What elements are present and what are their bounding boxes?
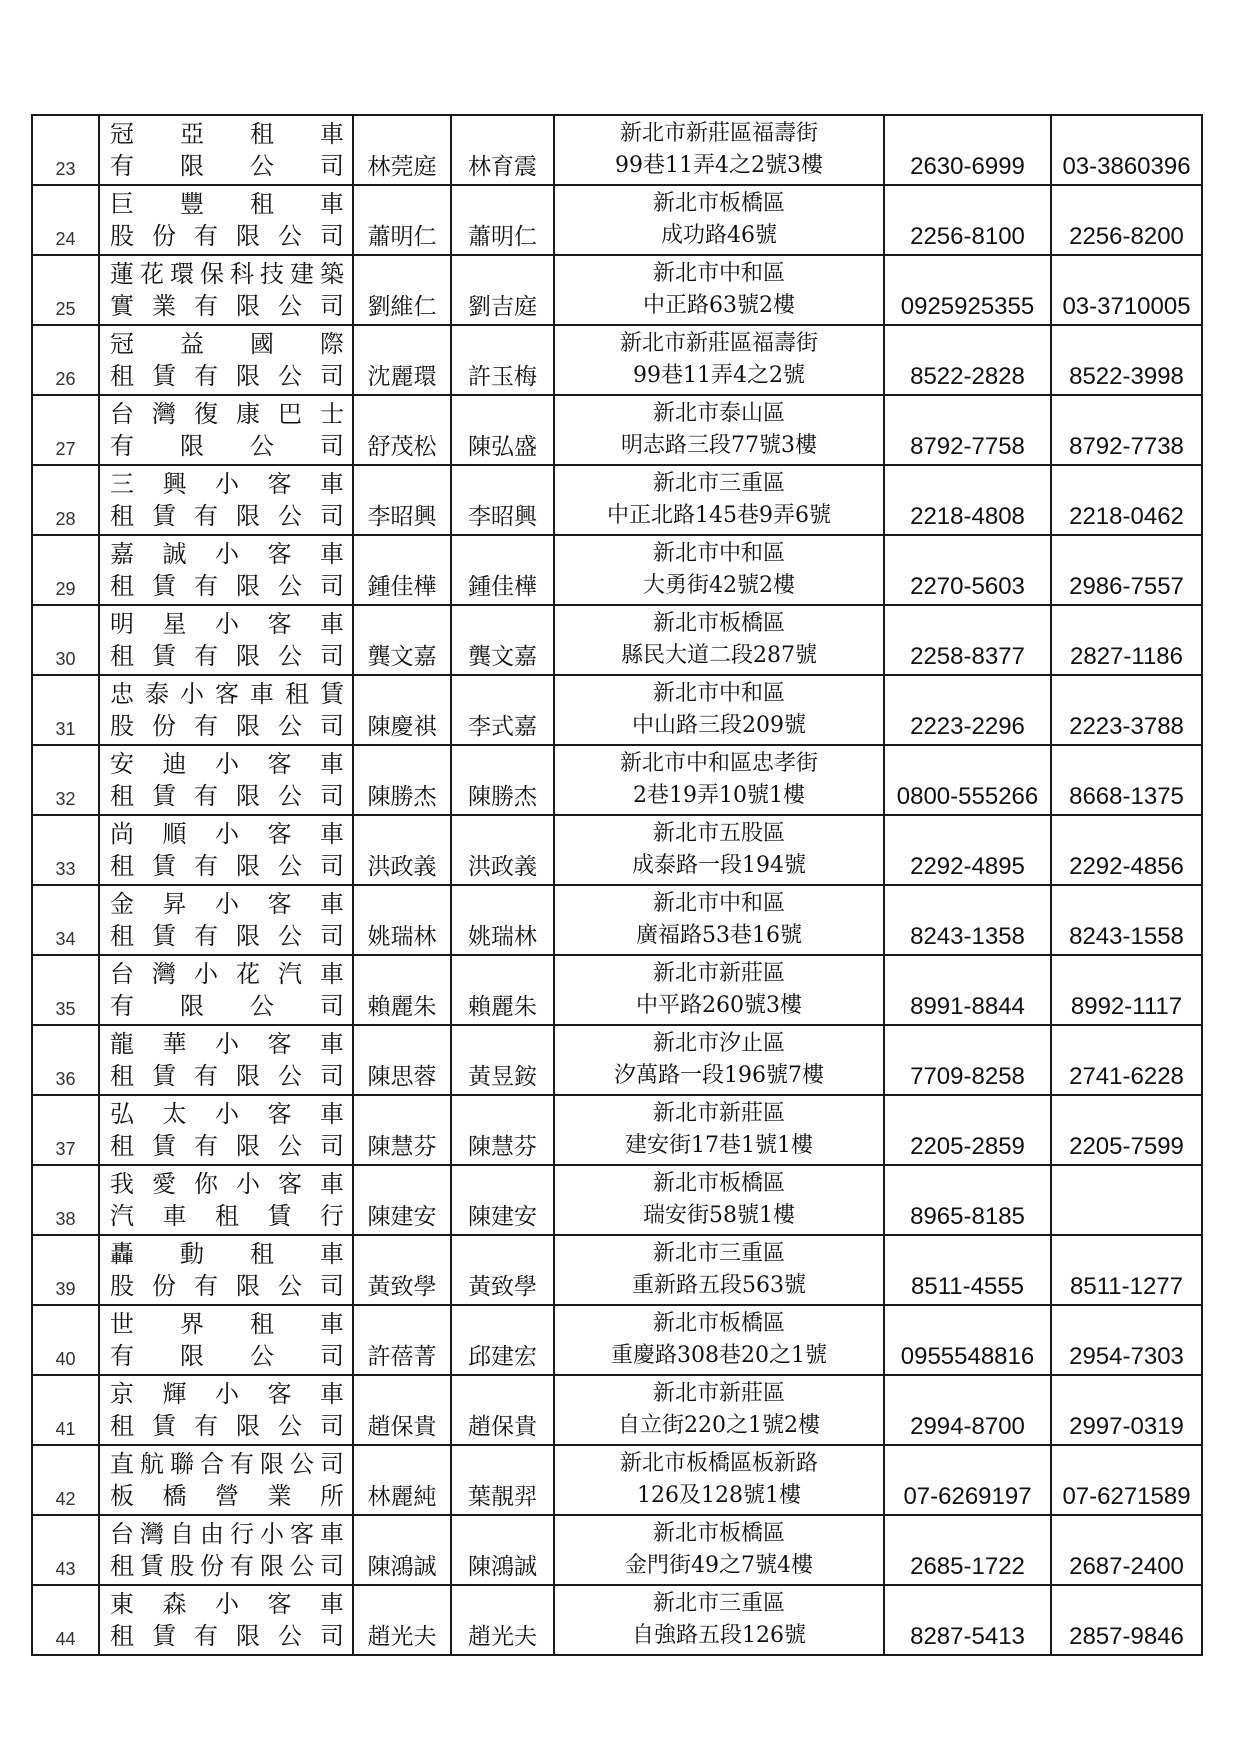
address xyxy=(554,1235,884,1305)
table-row xyxy=(32,395,1202,465)
address-line: 建安街17巷1號1樓 xyxy=(625,1133,813,1158)
row-number: 41 xyxy=(32,1375,99,1445)
responsible-person: 陳鴻誠 xyxy=(353,1515,451,1585)
company-name-line: 世 界 租 車 xyxy=(110,1310,344,1338)
contact-person: 黃昱銨 xyxy=(451,1025,554,1095)
row-number: 25 xyxy=(32,255,99,325)
table-row xyxy=(32,745,1202,815)
row-number: 23 xyxy=(32,115,99,185)
company-name xyxy=(99,605,353,675)
company-name xyxy=(99,815,353,885)
fax-number: 8511-1277 xyxy=(1051,1235,1202,1305)
responsible-person: 陳勝杰 xyxy=(353,745,451,815)
address xyxy=(554,465,884,535)
address xyxy=(554,255,884,325)
company-name xyxy=(99,395,353,465)
responsible-person: 陳慧芬 xyxy=(353,1095,451,1165)
company-name-line: 租賃有限公司 xyxy=(110,1622,344,1650)
company-name-line: 三 興 小 客 車 xyxy=(110,470,344,498)
address-line: 自強路五段126號 xyxy=(632,1623,806,1648)
address-line: 金門街49之7號4樓 xyxy=(625,1553,813,1578)
phone-number: 8965-8185 xyxy=(884,1165,1051,1235)
row-number: 40 xyxy=(32,1305,99,1375)
phone-number: 2292-4895 xyxy=(884,815,1051,885)
company-name-line: 租賃有限公司 xyxy=(110,362,344,390)
responsible-person: 陳慶祺 xyxy=(353,675,451,745)
phone-number: 8287-5413 xyxy=(884,1585,1051,1655)
address xyxy=(554,1025,884,1095)
phone-number: 2270-5603 xyxy=(884,535,1051,605)
responsible-person: 沈麗環 xyxy=(353,325,451,395)
address-line: 新北市板橋區 xyxy=(652,1311,785,1336)
company-name-line: 我愛你小客車 xyxy=(110,1170,344,1198)
row-number: 34 xyxy=(32,885,99,955)
phone-number: 07-6269197 xyxy=(884,1445,1051,1515)
row-number: 31 xyxy=(32,675,99,745)
table-row xyxy=(32,1025,1202,1095)
responsible-person: 趙保貴 xyxy=(353,1375,451,1445)
address-line: 新北市三重區 xyxy=(652,1241,785,1266)
address xyxy=(554,1585,884,1655)
address-line: 新北市新莊區福壽街 xyxy=(619,121,818,146)
table-row xyxy=(32,255,1202,325)
table-row xyxy=(32,1165,1202,1235)
company-name-line: 巨 豐 租 車 xyxy=(110,190,344,218)
fax-number: 8668-1375 xyxy=(1051,745,1202,815)
row-number: 27 xyxy=(32,395,99,465)
responsible-person: 林麗純 xyxy=(353,1445,451,1515)
company-name-line: 租賃有限公司 xyxy=(110,1062,344,1090)
address-line: 中正北路145巷9弄6號 xyxy=(607,503,831,528)
company-name-line: 有 限 公 司 xyxy=(110,152,344,180)
address-line: 新北市三重區 xyxy=(652,471,785,496)
responsible-person: 賴麗朱 xyxy=(353,955,451,1025)
contact-person: 陳弘盛 xyxy=(451,395,554,465)
responsible-person: 林莞庭 xyxy=(353,115,451,185)
contact-person: 黃致學 xyxy=(451,1235,554,1305)
address xyxy=(554,395,884,465)
address-line: 99巷11弄4之2號3樓 xyxy=(615,153,823,178)
contact-person: 趙光夫 xyxy=(451,1585,554,1655)
address-line: 新北市泰山區 xyxy=(652,401,785,426)
fax-number: 2827-1186 xyxy=(1051,605,1202,675)
fax-number: 8522-3998 xyxy=(1051,325,1202,395)
fax-number: 2218-0462 xyxy=(1051,465,1202,535)
contact-person: 賴麗朱 xyxy=(451,955,554,1025)
phone-number: 0800-555266 xyxy=(884,745,1051,815)
contact-person: 劉吉庭 xyxy=(451,255,554,325)
row-number: 26 xyxy=(32,325,99,395)
company-name-line: 台灣復康巴士 xyxy=(110,400,344,428)
row-number: 38 xyxy=(32,1165,99,1235)
company-name-line: 弘 太 小 客 車 xyxy=(110,1100,344,1128)
company-name-line: 有 限 公 司 xyxy=(110,432,344,460)
phone-number: 7709-8258 xyxy=(884,1025,1051,1095)
phone-number: 8522-2828 xyxy=(884,325,1051,395)
company-name-line: 龍 華 小 客 車 xyxy=(110,1030,344,1058)
address-line: 新北市五股區 xyxy=(652,821,785,846)
responsible-person: 姚瑞林 xyxy=(353,885,451,955)
phone-number: 2223-2296 xyxy=(884,675,1051,745)
company-name xyxy=(99,115,353,185)
address xyxy=(554,815,884,885)
table-row xyxy=(32,885,1202,955)
responsible-person: 李昭興 xyxy=(353,465,451,535)
table-row xyxy=(32,1445,1202,1515)
address-line: 廣福路53巷16號 xyxy=(636,923,802,948)
address xyxy=(554,745,884,815)
address-line: 新北市中和區 xyxy=(652,261,785,286)
address xyxy=(554,955,884,1025)
company-name-line: 租賃有限公司 xyxy=(110,502,344,530)
row-number: 36 xyxy=(32,1025,99,1095)
contact-person: 陳鴻誠 xyxy=(451,1515,554,1585)
company-name-line: 租賃有限公司 xyxy=(110,1132,344,1160)
company-name-line: 實業有限公司 xyxy=(110,292,344,320)
phone-number: 2218-4808 xyxy=(884,465,1051,535)
phone-number: 2256-8100 xyxy=(884,185,1051,255)
fax-number: 8792-7738 xyxy=(1051,395,1202,465)
address-line: 新北市汐止區 xyxy=(652,1031,785,1056)
address-line: 成功路46號 xyxy=(661,223,777,248)
company-name-line: 租賃有限公司 xyxy=(110,642,344,670)
fax-number: 2223-3788 xyxy=(1051,675,1202,745)
table-row xyxy=(32,1095,1202,1165)
company-name xyxy=(99,1095,353,1165)
fax-number: 2205-7599 xyxy=(1051,1095,1202,1165)
responsible-person: 劉維仁 xyxy=(353,255,451,325)
company-name-line: 租賃有限公司 xyxy=(110,1412,344,1440)
phone-number: 8792-7758 xyxy=(884,395,1051,465)
responsible-person: 陳思蓉 xyxy=(353,1025,451,1095)
address-line: 99巷11弄4之2號 xyxy=(633,363,805,388)
company-name xyxy=(99,1515,353,1585)
address-line: 新北市新莊區 xyxy=(652,1381,785,1406)
contact-person: 邱建宏 xyxy=(451,1305,554,1375)
company-name xyxy=(99,885,353,955)
fax-number: 2741-6228 xyxy=(1051,1025,1202,1095)
row-number: 39 xyxy=(32,1235,99,1305)
row-number: 24 xyxy=(32,185,99,255)
responsible-person: 蕭明仁 xyxy=(353,185,451,255)
phone-number: 2685-1722 xyxy=(884,1515,1051,1585)
phone-number: 8991-8844 xyxy=(884,955,1051,1025)
contact-person: 李式嘉 xyxy=(451,675,554,745)
responsible-person: 龔文嘉 xyxy=(353,605,451,675)
contact-person: 林育震 xyxy=(451,115,554,185)
address xyxy=(554,605,884,675)
company-name-line: 尚 順 小 客 車 xyxy=(110,820,344,848)
responsible-person: 趙光夫 xyxy=(353,1585,451,1655)
company-name-line: 股份有限公司 xyxy=(110,222,344,250)
table-row xyxy=(32,605,1202,675)
company-name xyxy=(99,185,353,255)
address-line: 中山路三段209號 xyxy=(632,713,806,738)
fax-number: 03-3860396 xyxy=(1051,115,1202,185)
table-row xyxy=(32,675,1202,745)
company-name-line: 明 星 小 客 車 xyxy=(110,610,344,638)
contact-person: 葉靚羿 xyxy=(451,1445,554,1515)
row-number: 32 xyxy=(32,745,99,815)
company-name-line: 租賃有限公司 xyxy=(110,852,344,880)
fax-number: 2986-7557 xyxy=(1051,535,1202,605)
address-line: 瑞安街58號1樓 xyxy=(643,1203,795,1228)
company-name-line: 股份有限公司 xyxy=(110,1272,344,1300)
company-name-line: 有 限 公 司 xyxy=(110,1342,344,1370)
table-row xyxy=(32,1515,1202,1585)
responsible-person: 舒茂松 xyxy=(353,395,451,465)
company-name-line: 東 森 小 客 車 xyxy=(110,1590,344,1618)
address-line: 新北市板橋區 xyxy=(652,191,785,216)
table-body xyxy=(32,115,1202,1655)
address xyxy=(554,325,884,395)
address-line: 新北市板橋區 xyxy=(652,611,785,636)
company-name-line: 台灣小花汽車 xyxy=(110,960,344,988)
company-name-line: 冠 亞 租 車 xyxy=(110,120,344,148)
row-number: 30 xyxy=(32,605,99,675)
fax-number xyxy=(1051,1165,1202,1235)
company-name-line: 金 昇 小 客 車 xyxy=(110,890,344,918)
address-line: 2巷19弄10號1樓 xyxy=(633,783,805,808)
address xyxy=(554,185,884,255)
company-name xyxy=(99,1585,353,1655)
company-name xyxy=(99,1375,353,1445)
address xyxy=(554,115,884,185)
company-name-line: 租賃有限公司 xyxy=(110,572,344,600)
contact-person: 姚瑞林 xyxy=(451,885,554,955)
address-line: 新北市中和區忠孝街 xyxy=(619,751,818,776)
company-name-line: 股份有限公司 xyxy=(110,712,344,740)
company-name-line: 租賃有限公司 xyxy=(110,782,344,810)
address-line: 新北市板橋區 xyxy=(652,1521,785,1546)
company-name xyxy=(99,1165,353,1235)
responsible-person: 陳建安 xyxy=(353,1165,451,1235)
company-name xyxy=(99,675,353,745)
fax-number: 2954-7303 xyxy=(1051,1305,1202,1375)
contact-person: 陳勝杰 xyxy=(451,745,554,815)
address xyxy=(554,1375,884,1445)
fax-number: 2857-9846 xyxy=(1051,1585,1202,1655)
address-line: 中平路260號3樓 xyxy=(636,993,802,1018)
fax-number: 07-6271589 xyxy=(1051,1445,1202,1515)
phone-number: 2994-8700 xyxy=(884,1375,1051,1445)
company-name-line: 冠 益 國 際 xyxy=(110,330,344,358)
row-number: 37 xyxy=(32,1095,99,1165)
row-number: 33 xyxy=(32,815,99,885)
address xyxy=(554,1165,884,1235)
company-name-line: 嘉 誠 小 客 車 xyxy=(110,540,344,568)
contact-person: 趙保貴 xyxy=(451,1375,554,1445)
company-name-line: 汽車租賃行 xyxy=(110,1202,344,1230)
address-line: 新北市板橋區板新路 xyxy=(619,1451,818,1476)
fax-number: 2256-8200 xyxy=(1051,185,1202,255)
contact-person: 許玉梅 xyxy=(451,325,554,395)
table-row xyxy=(32,1305,1202,1375)
row-number: 29 xyxy=(32,535,99,605)
address-line: 重慶路308巷20之1號 xyxy=(611,1343,827,1368)
company-name xyxy=(99,1025,353,1095)
table-row xyxy=(32,535,1202,605)
address xyxy=(554,1445,884,1515)
table-row xyxy=(32,465,1202,535)
row-number: 35 xyxy=(32,955,99,1025)
phone-number: 8511-4555 xyxy=(884,1235,1051,1305)
table-row xyxy=(32,185,1202,255)
address-line: 新北市新莊區 xyxy=(652,1101,785,1126)
company-name-line: 租賃股份有限公司 xyxy=(110,1552,344,1580)
row-number: 42 xyxy=(32,1445,99,1515)
contact-person: 陳建安 xyxy=(451,1165,554,1235)
company-name-line: 有 限 公 司 xyxy=(110,992,344,1020)
phone-number: 2258-8377 xyxy=(884,605,1051,675)
table-row xyxy=(32,1375,1202,1445)
contact-person: 洪政義 xyxy=(451,815,554,885)
company-name-line: 蓮花環保科技建築 xyxy=(110,260,344,288)
address-line: 汐萬路一段196號7樓 xyxy=(614,1063,824,1088)
row-number: 44 xyxy=(32,1585,99,1655)
table-row xyxy=(32,325,1202,395)
company-name xyxy=(99,465,353,535)
address-line: 新北市中和區 xyxy=(652,541,785,566)
contact-person: 蕭明仁 xyxy=(451,185,554,255)
rental-company-table xyxy=(31,114,1203,1656)
address-line: 明志路三段77號3樓 xyxy=(621,433,817,458)
responsible-person: 鍾佳樺 xyxy=(353,535,451,605)
contact-person: 龔文嘉 xyxy=(451,605,554,675)
company-name-line: 忠泰小客車租賃 xyxy=(110,680,344,708)
address-line: 新北市中和區 xyxy=(652,681,785,706)
table-row xyxy=(32,955,1202,1025)
phone-number: 2630-6999 xyxy=(884,115,1051,185)
address xyxy=(554,1305,884,1375)
fax-number: 8243-1558 xyxy=(1051,885,1202,955)
contact-person: 陳慧芬 xyxy=(451,1095,554,1165)
fax-number: 2997-0319 xyxy=(1051,1375,1202,1445)
fax-number: 03-3710005 xyxy=(1051,255,1202,325)
company-name-line: 安 迪 小 客 車 xyxy=(110,750,344,778)
responsible-person: 洪政義 xyxy=(353,815,451,885)
address-line: 新北市板橋區 xyxy=(652,1171,785,1196)
company-name-line: 板 橋 營 業 所 xyxy=(110,1482,344,1510)
address-line: 新北市三重區 xyxy=(652,1591,785,1616)
phone-number: 2205-2859 xyxy=(884,1095,1051,1165)
fax-number: 8992-1117 xyxy=(1051,955,1202,1025)
company-name xyxy=(99,325,353,395)
table-row xyxy=(32,1585,1202,1655)
address-line: 成泰路一段194號 xyxy=(632,853,806,878)
address-line: 新北市新莊區 xyxy=(652,961,785,986)
responsible-person: 許蓓菁 xyxy=(353,1305,451,1375)
table-row xyxy=(32,115,1202,185)
address-line: 縣民大道二段287號 xyxy=(621,643,817,668)
fax-number: 2292-4856 xyxy=(1051,815,1202,885)
address-line: 新北市中和區 xyxy=(652,891,785,916)
fax-number: 2687-2400 xyxy=(1051,1515,1202,1585)
table-row xyxy=(32,815,1202,885)
company-name xyxy=(99,1445,353,1515)
company-name-line: 台灣自由行小客車 xyxy=(110,1520,344,1548)
address-line: 中正路63號2樓 xyxy=(643,293,795,318)
address xyxy=(554,1515,884,1585)
company-name-line: 轟 動 租 車 xyxy=(110,1240,344,1268)
company-name xyxy=(99,1305,353,1375)
responsible-person: 黃致學 xyxy=(353,1235,451,1305)
company-name xyxy=(99,955,353,1025)
contact-person: 鍾佳樺 xyxy=(451,535,554,605)
address-line: 大勇街42號2樓 xyxy=(643,573,795,598)
company-name xyxy=(99,255,353,325)
company-name-line: 京 輝 小 客 車 xyxy=(110,1380,344,1408)
phone-number: 8243-1358 xyxy=(884,885,1051,955)
address-line: 自立街220之1號2樓 xyxy=(618,1413,820,1438)
address xyxy=(554,885,884,955)
company-name-line: 直航聯合有限公司 xyxy=(110,1450,344,1478)
phone-number: 0955548816 xyxy=(884,1305,1051,1375)
address xyxy=(554,675,884,745)
row-number: 43 xyxy=(32,1515,99,1585)
row-number: 28 xyxy=(32,465,99,535)
company-name xyxy=(99,745,353,815)
address-line: 126及128號1樓 xyxy=(637,1483,801,1508)
contact-person: 李昭興 xyxy=(451,465,554,535)
company-name xyxy=(99,535,353,605)
table-row xyxy=(32,1235,1202,1305)
address-line: 重新路五段563號 xyxy=(632,1273,806,1298)
address-line: 新北市新莊區福壽街 xyxy=(619,331,818,356)
address xyxy=(554,1095,884,1165)
address xyxy=(554,535,884,605)
phone-number: 0925925355 xyxy=(884,255,1051,325)
company-name xyxy=(99,1235,353,1305)
company-name-line: 租賃有限公司 xyxy=(110,922,344,950)
